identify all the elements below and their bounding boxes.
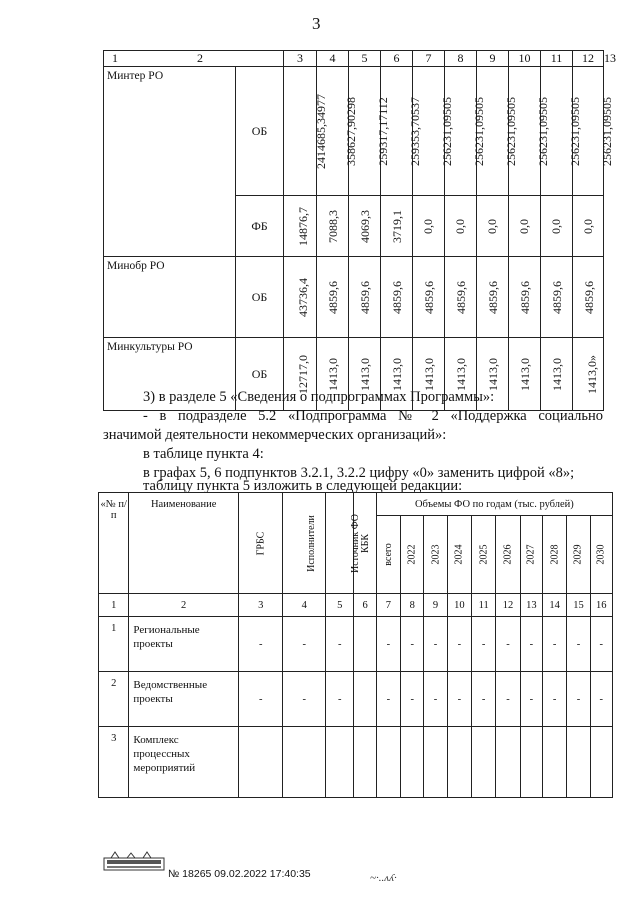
dash-cell: - [496, 672, 520, 727]
year-header-cell: 2024 [447, 516, 471, 594]
year-header-cell: 2026 [496, 516, 520, 594]
header-cell: 7 [413, 51, 445, 67]
row-name-cell: Региональные проекты [129, 617, 238, 672]
column-number-cell: 11 [472, 594, 496, 617]
value-cell: 0,0 [477, 196, 509, 257]
paragraph: в графах 5, 6 подпунктов 3.2.1, 3.2.2 цифру «0» заменить цифрой «8»; [143, 465, 575, 481]
subprogram-row [99, 672, 613, 727]
dash-cell: - [590, 617, 612, 672]
source-cell: ОБ [236, 338, 284, 411]
dash-cell [354, 727, 376, 798]
row-number-cell: 1 [99, 617, 129, 672]
organization-cell: Минкультуры РО [104, 338, 236, 411]
dash-cell [283, 727, 326, 798]
dash-cell: - [447, 617, 471, 672]
header-source: Источник ФО [326, 493, 354, 594]
dash-cell: - [447, 672, 471, 727]
dash-cell: - [401, 672, 424, 727]
value-cell: 14876,7 [284, 196, 317, 257]
dash-cell: - [472, 617, 496, 672]
registration-footer: № 18265 09.02.2022 17:40:35 [168, 868, 311, 880]
header-cell: 11 [541, 51, 573, 67]
column-number-cell: 9 [424, 594, 447, 617]
dash-cell: - [496, 617, 520, 672]
dash-cell [354, 672, 376, 727]
value-cell: 4859,6 [349, 257, 381, 338]
value-cell: 1413,0 [349, 338, 381, 411]
value-cell: 7088,3 [317, 196, 349, 257]
column-number-cell: 3 [238, 594, 283, 617]
budget-row [104, 257, 604, 338]
dash-cell: - [238, 617, 283, 672]
value-cell: 0,0 [573, 196, 604, 257]
year-header-cell: 2025 [472, 516, 496, 594]
dash-cell: - [567, 617, 590, 672]
dash-cell: - [326, 617, 354, 672]
value-cell: 4859,6 [413, 257, 445, 338]
column-number-cell: 16 [590, 594, 612, 617]
row-number-cell: 3 [99, 727, 129, 798]
budget-row [104, 67, 604, 196]
source-cell: ОБ [236, 67, 284, 196]
dash-cell: - [542, 617, 566, 672]
value-cell: 4859,6 [573, 257, 604, 338]
dash-cell: - [542, 672, 566, 727]
column-number-cell: 12 [496, 594, 520, 617]
dash-cell [542, 727, 566, 798]
subprogram-header-row-1 [99, 493, 613, 516]
value-cell: 1413,0 [477, 338, 509, 411]
header-kbk: КБК [354, 493, 376, 594]
value-cell: 4859,6 [541, 257, 573, 338]
organization-cell: Минтер РО [104, 67, 236, 257]
dash-cell: - [238, 672, 283, 727]
subprogram-row [99, 617, 613, 672]
column-number-cell: 8 [401, 594, 424, 617]
value-cell: 256231,09505 [445, 67, 477, 196]
column-number-cell: 7 [376, 594, 400, 617]
year-header-cell: 2022 [401, 516, 424, 594]
column-number-cell: 5 [326, 594, 354, 617]
column-number-cell: 10 [447, 594, 471, 617]
paragraph: 3) в разделе 5 «Сведения о подпрограммах Программы»: [143, 389, 495, 405]
value-cell: 259317,17112 [349, 67, 381, 196]
dash-cell: - [376, 672, 400, 727]
dash-cell [238, 727, 283, 798]
value-cell: 1413,0 [317, 338, 349, 411]
header-cell: 8 [445, 51, 477, 67]
column-number-cell: 1 [99, 594, 129, 617]
value-cell: 358627,90298 [317, 67, 349, 196]
column-number-cell: 4 [283, 594, 326, 617]
dash-cell [376, 727, 400, 798]
header-cell: 12 [573, 51, 604, 67]
header-grbs: ГРБС [238, 493, 283, 594]
dash-cell [472, 727, 496, 798]
value-cell: 256231,09505 [541, 67, 573, 196]
dash-cell [590, 727, 612, 798]
dash-cell [326, 727, 354, 798]
value-cell: 1413,0 [541, 338, 573, 411]
source-cell: ФБ [236, 196, 284, 257]
column-numbers-row [99, 594, 613, 617]
source-cell: ОБ [236, 257, 284, 338]
year-header-cell: 2029 [567, 516, 590, 594]
header-cell: 1 2 [104, 51, 284, 67]
value-cell: 4069,3 [349, 196, 381, 257]
value-cell: 1413,0» [573, 338, 604, 411]
paragraph: значимой деятельности некоммерческих организаций»: [103, 427, 447, 443]
dash-cell [496, 727, 520, 798]
value-cell: 0,0 [509, 196, 541, 257]
dash-cell [567, 727, 590, 798]
year-header-cell: всего [376, 516, 400, 594]
header-cell: 9 [477, 51, 509, 67]
organization-cell: Минобр РО [104, 257, 236, 338]
value-cell: 0,0 [413, 196, 445, 257]
value-cell: 259353,70537 [381, 67, 413, 196]
budget-table-header: 1 2 3 4 5 6 7 8 9 10 11 12 13 [104, 51, 604, 67]
header-name: Наименование [129, 493, 238, 594]
value-cell: 4859,6 [317, 257, 349, 338]
value-cell: 4859,6 [509, 257, 541, 338]
subprogram-row [99, 727, 613, 798]
column-number-cell: 2 [129, 594, 238, 617]
value-cell: 2414685,34977 [284, 67, 317, 196]
header-executors: Исполнители [283, 493, 326, 594]
header-cell: 4 [317, 51, 349, 67]
paragraph: - в подразделе 5.2 «Подпрограмма № 2 «Поддержка социально [143, 408, 603, 424]
signature-mark: ~·..ʌʎ· [370, 872, 397, 884]
dash-cell: - [424, 672, 447, 727]
value-cell: 4859,6 [445, 257, 477, 338]
year-header-cell: 2027 [520, 516, 542, 594]
value-cell: 4859,6 [477, 257, 509, 338]
dash-cell: - [472, 672, 496, 727]
value-cell: 0,0 [445, 196, 477, 257]
header-cell: 5 [349, 51, 381, 67]
row-name-cell: Ведомственные проекты [129, 672, 238, 727]
value-cell: 256231,09505 [573, 67, 604, 196]
year-header-cell: 2030 [590, 516, 612, 594]
dash-cell [354, 617, 376, 672]
document-stamp-icon [103, 850, 165, 874]
value-cell: 1413,0 [381, 338, 413, 411]
dash-cell: - [326, 672, 354, 727]
column-number-cell: 13 [520, 594, 542, 617]
value-cell: 1413,0 [445, 338, 477, 411]
paragraph: в таблице пункта 4: [143, 446, 264, 462]
value-cell: 256231,09505 [509, 67, 541, 196]
value-cell: 1413,0 [509, 338, 541, 411]
dash-cell: - [520, 672, 542, 727]
dash-cell [424, 727, 447, 798]
dash-cell: - [376, 617, 400, 672]
header-cell: 6 [381, 51, 413, 67]
year-header-cell: 2023 [424, 516, 447, 594]
value-cell: 1413,0 [413, 338, 445, 411]
dash-cell: - [401, 617, 424, 672]
value-cell: 4859,6 [381, 257, 413, 338]
header-cell: 3 [284, 51, 317, 67]
dash-cell: - [520, 617, 542, 672]
column-number-cell: 15 [567, 594, 590, 617]
dash-cell [401, 727, 424, 798]
value-cell: 43736,4 [284, 257, 317, 338]
column-number-cell: 14 [542, 594, 566, 617]
value-cell: 256231,09505 [413, 67, 445, 196]
dash-cell: - [567, 672, 590, 727]
dash-cell: - [283, 672, 326, 727]
header-cell: 10 [509, 51, 541, 67]
dash-cell: - [424, 617, 447, 672]
paragraph: таблицу пункта 5 изложить в следующей редакции: [143, 478, 463, 494]
dash-cell [447, 727, 471, 798]
budget-table [103, 50, 616, 411]
column-number-cell: 6 [354, 594, 376, 617]
row-number-cell: 2 [99, 672, 129, 727]
dash-cell [520, 727, 542, 798]
year-header-cell: 2028 [542, 516, 566, 594]
header-volumes: Объемы ФО по годам (тыс. рублей) [376, 493, 612, 516]
header-num: «№ п/п [99, 493, 129, 594]
row-name-cell: Комплекс процессных мероприятий [129, 727, 238, 798]
subprogram-table [98, 492, 613, 798]
page-number: 3 [312, 14, 321, 33]
value-cell: 256231,09505 [477, 67, 509, 196]
value-cell: 3719,1 [381, 196, 413, 257]
dash-cell: - [590, 672, 612, 727]
dash-cell: - [283, 617, 326, 672]
value-cell: 0,0 [541, 196, 573, 257]
value-cell: 12717,0 [284, 338, 317, 411]
